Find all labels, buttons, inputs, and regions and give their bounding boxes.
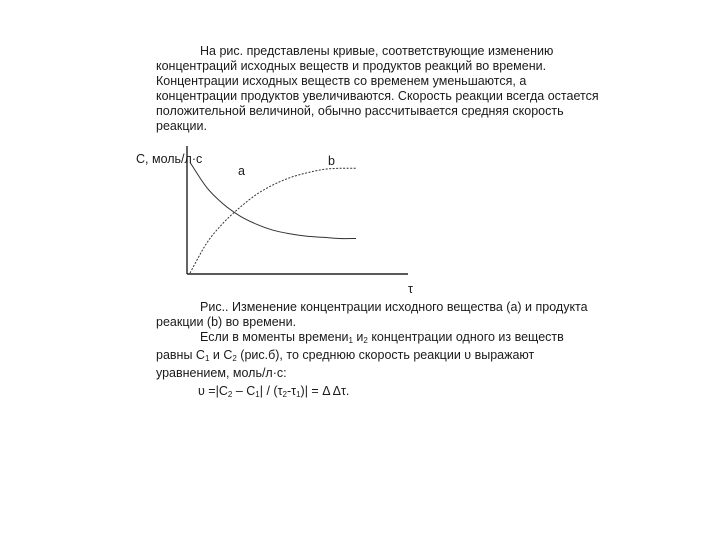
formula-fragment: = Δ Δτ. xyxy=(307,384,350,398)
subscript: 1 xyxy=(255,390,260,399)
text-fragment: и xyxy=(352,330,364,344)
intro-line: реакции. xyxy=(156,119,207,133)
subscript: 1 xyxy=(296,390,301,399)
text-fragment: Если в моменты времени xyxy=(200,330,349,344)
formula-fragment: – С xyxy=(232,384,256,398)
subscript: 2 xyxy=(227,390,233,399)
intro-line: концентраций исходных веществ и продуктов реакций во времени. xyxy=(156,59,547,73)
intro-line: положительной величиной, обычно рассчитывается средняя скорость xyxy=(156,104,564,118)
formula-fragment: | / (τ xyxy=(259,384,283,398)
subscript: 1 xyxy=(348,336,353,345)
subscript: 2 xyxy=(282,390,287,399)
rate-formula xyxy=(198,384,349,399)
y-axis-label: С, моль/л·с xyxy=(136,152,203,166)
text-fragment: концентрации одного из веществ xyxy=(367,330,564,344)
intro-line: На рис. представлены кривые, соответствующие изменению xyxy=(200,44,554,58)
x-axis-label: τ xyxy=(408,282,413,296)
intro-line: концентрации продуктов увеличиваются. Скорость реакции всегда остается xyxy=(156,89,599,103)
series-a-label: a xyxy=(238,164,245,178)
subscript: 2 xyxy=(232,354,237,363)
formula-fragment: )| xyxy=(300,384,308,398)
text-fragment: и С xyxy=(209,348,233,362)
figure-caption: Рис.. Изменение концентрации исходного вещества (а) и продукта xyxy=(200,300,588,314)
formula-fragment: υ =|С xyxy=(198,384,228,398)
subscript: 1 xyxy=(204,354,210,363)
text-line xyxy=(156,330,588,348)
series-b-label: b xyxy=(328,154,335,168)
text-fragment: равны С xyxy=(156,348,205,362)
series-a-line xyxy=(190,162,356,238)
formula-fragment: -τ xyxy=(286,384,297,398)
text-line xyxy=(156,348,588,366)
series-b-line xyxy=(190,168,356,273)
figure-caption-cont: реакции (b) во времени. xyxy=(156,315,297,329)
text-line: уравнением, моль/л·с: xyxy=(156,366,287,380)
intro-paragraph xyxy=(156,44,599,134)
caption-paragraph xyxy=(156,300,588,381)
subscript: 2 xyxy=(363,336,368,345)
intro-line: Концентрации исходных веществ со временем уменьшаются, а xyxy=(156,74,527,88)
text-fragment: (рис.б), то среднюю скорость реакции υ выражают xyxy=(236,348,535,362)
